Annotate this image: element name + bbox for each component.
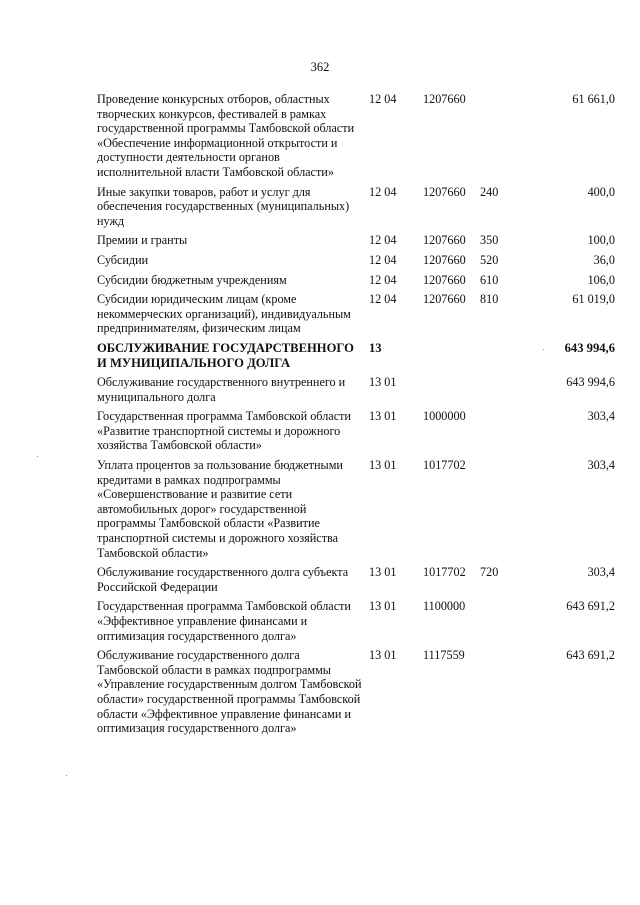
row-expense-type: 610 <box>480 272 499 287</box>
table-body <box>97 92 615 741</box>
row-section-code: 12 04 <box>369 272 397 287</box>
row-section-code: 12 04 <box>369 184 397 199</box>
table-row <box>97 375 615 409</box>
row-target-article: 1207660 <box>423 233 466 248</box>
row-amount: 303,4 <box>587 458 615 473</box>
row-expense-type: 350 <box>480 233 499 248</box>
row-section-code: 12 04 <box>369 92 397 106</box>
row-expense-type <box>480 648 520 741</box>
row-section-code: 13 01 <box>369 409 397 424</box>
row-expense-type <box>480 92 520 185</box>
row-section-code: 13 01 <box>369 565 397 580</box>
table-row-section-heading <box>97 341 615 375</box>
row-section-code: 12 04 <box>369 252 397 267</box>
row-name: Уплата процентов за пользование бюджетными кредитами в рамках подпрограммы «Совершенствование и развитие сети автомобильных дорог» государственной программы Тамбовской области «Развитие транспортной системы и дорожного хозяйства Тамбовской области» <box>97 458 343 560</box>
scan-artifact <box>66 775 67 776</box>
row-name: Обслуживание государственного внутреннего и муниципального долга <box>97 375 346 404</box>
row-target-article: 1207660 <box>423 92 466 106</box>
budget-table <box>97 92 615 741</box>
table-row <box>97 253 615 273</box>
row-amount: 400,0 <box>587 184 615 199</box>
row-amount: 61 661,0 <box>572 92 615 106</box>
row-amount: 61 019,0 <box>572 292 615 307</box>
table-row <box>97 409 615 458</box>
row-target-article: 1017702 <box>423 458 466 473</box>
row-expense-type <box>480 341 520 375</box>
row-name: Премии и гранты <box>97 233 188 248</box>
row-amount: 100,0 <box>587 233 615 248</box>
row-name: ОБСЛУЖИВАНИЕ ГОСУДАРСТВЕННОГО И МУНИЦИПАЛЬНОГО ДОЛГА <box>97 340 354 370</box>
row-section-code: 13 01 <box>369 458 397 473</box>
row-target-article <box>423 341 480 375</box>
scan-artifact <box>37 456 38 457</box>
scan-artifact <box>543 349 544 350</box>
table-row <box>97 273 615 293</box>
table-row <box>97 185 615 234</box>
row-section-code: 13 01 <box>369 375 397 390</box>
row-expense-type <box>480 458 520 565</box>
row-name: Проведение конкурсных отборов, областных творческих конкурсов, фестивалей в рамках государственной программы Тамбовской области «Обеспечение информационной открытости и доступности деятельности органов исполнительной власти Тамбовской области» <box>97 92 355 179</box>
row-section-code: 13 01 <box>369 599 397 614</box>
table-row <box>97 648 615 741</box>
row-amount: 36,0 <box>593 252 615 267</box>
table-row <box>97 92 615 185</box>
row-amount: 643 994,6 <box>566 375 615 390</box>
row-name: Обслуживание государственного долга Тамбовской области в рамках подпрограммы «Управление государственным долгом Тамбовской области» государственной программы Тамбовской области «Эффективное управление финансами и оптимизация государственного долга» <box>97 648 362 736</box>
row-amount: 643 994,6 <box>564 340 615 355</box>
row-name: Субсидии <box>97 252 149 267</box>
row-expense-type: 810 <box>480 292 499 307</box>
row-expense-type: 720 <box>480 565 499 580</box>
row-target-article: 1100000 <box>423 599 466 614</box>
row-name: Государственная программа Тамбовской области «Эффективное управление финансами и оптимизация государственного долга» <box>97 599 351 643</box>
row-expense-type <box>480 599 520 648</box>
row-amount: 303,4 <box>587 565 615 580</box>
row-section-code: 13 <box>369 340 382 355</box>
row-expense-type <box>480 375 520 409</box>
row-expense-type: 240 <box>480 184 499 199</box>
row-name: Обслуживание государственного долга субъекта Российской Федерации <box>97 565 349 594</box>
row-target-article: 1017702 <box>423 565 466 580</box>
row-amount: 643 691,2 <box>566 599 615 614</box>
row-target-article: 1207660 <box>423 292 466 307</box>
table-row <box>97 292 615 341</box>
row-amount: 106,0 <box>587 272 615 287</box>
row-target-article: 1207660 <box>423 184 466 199</box>
table-row <box>97 233 615 253</box>
row-target-article <box>423 375 480 409</box>
row-target-article: 1207660 <box>423 252 466 267</box>
table-row <box>97 565 615 599</box>
page-number: 362 <box>310 60 330 74</box>
row-expense-type: 520 <box>480 252 499 267</box>
row-expense-type <box>480 409 520 458</box>
row-section-code: 13 01 <box>369 648 397 663</box>
row-target-article: 1207660 <box>423 272 466 287</box>
table-row <box>97 458 615 565</box>
row-name: Субсидии бюджетным учреждениям <box>97 272 287 287</box>
row-amount: 303,4 <box>587 409 615 424</box>
row-name: Субсидии юридическим лицам (кроме некоммерческих организаций), индивидуальным предпринимателям, физическим лицам <box>97 292 351 336</box>
row-section-code: 12 04 <box>369 233 397 248</box>
row-name: Государственная программа Тамбовской области «Развитие транспортной системы и дорожного хозяйства Тамбовской области» <box>97 409 351 453</box>
row-target-article: 1117559 <box>423 648 465 663</box>
row-amount: 643 691,2 <box>566 648 615 663</box>
row-name: Иные закупки товаров, работ и услуг для обеспечения государственных (муниципальных) нужд <box>97 184 350 228</box>
table-row <box>97 599 615 648</box>
row-target-article: 1000000 <box>423 409 466 424</box>
row-section-code: 12 04 <box>369 292 397 307</box>
